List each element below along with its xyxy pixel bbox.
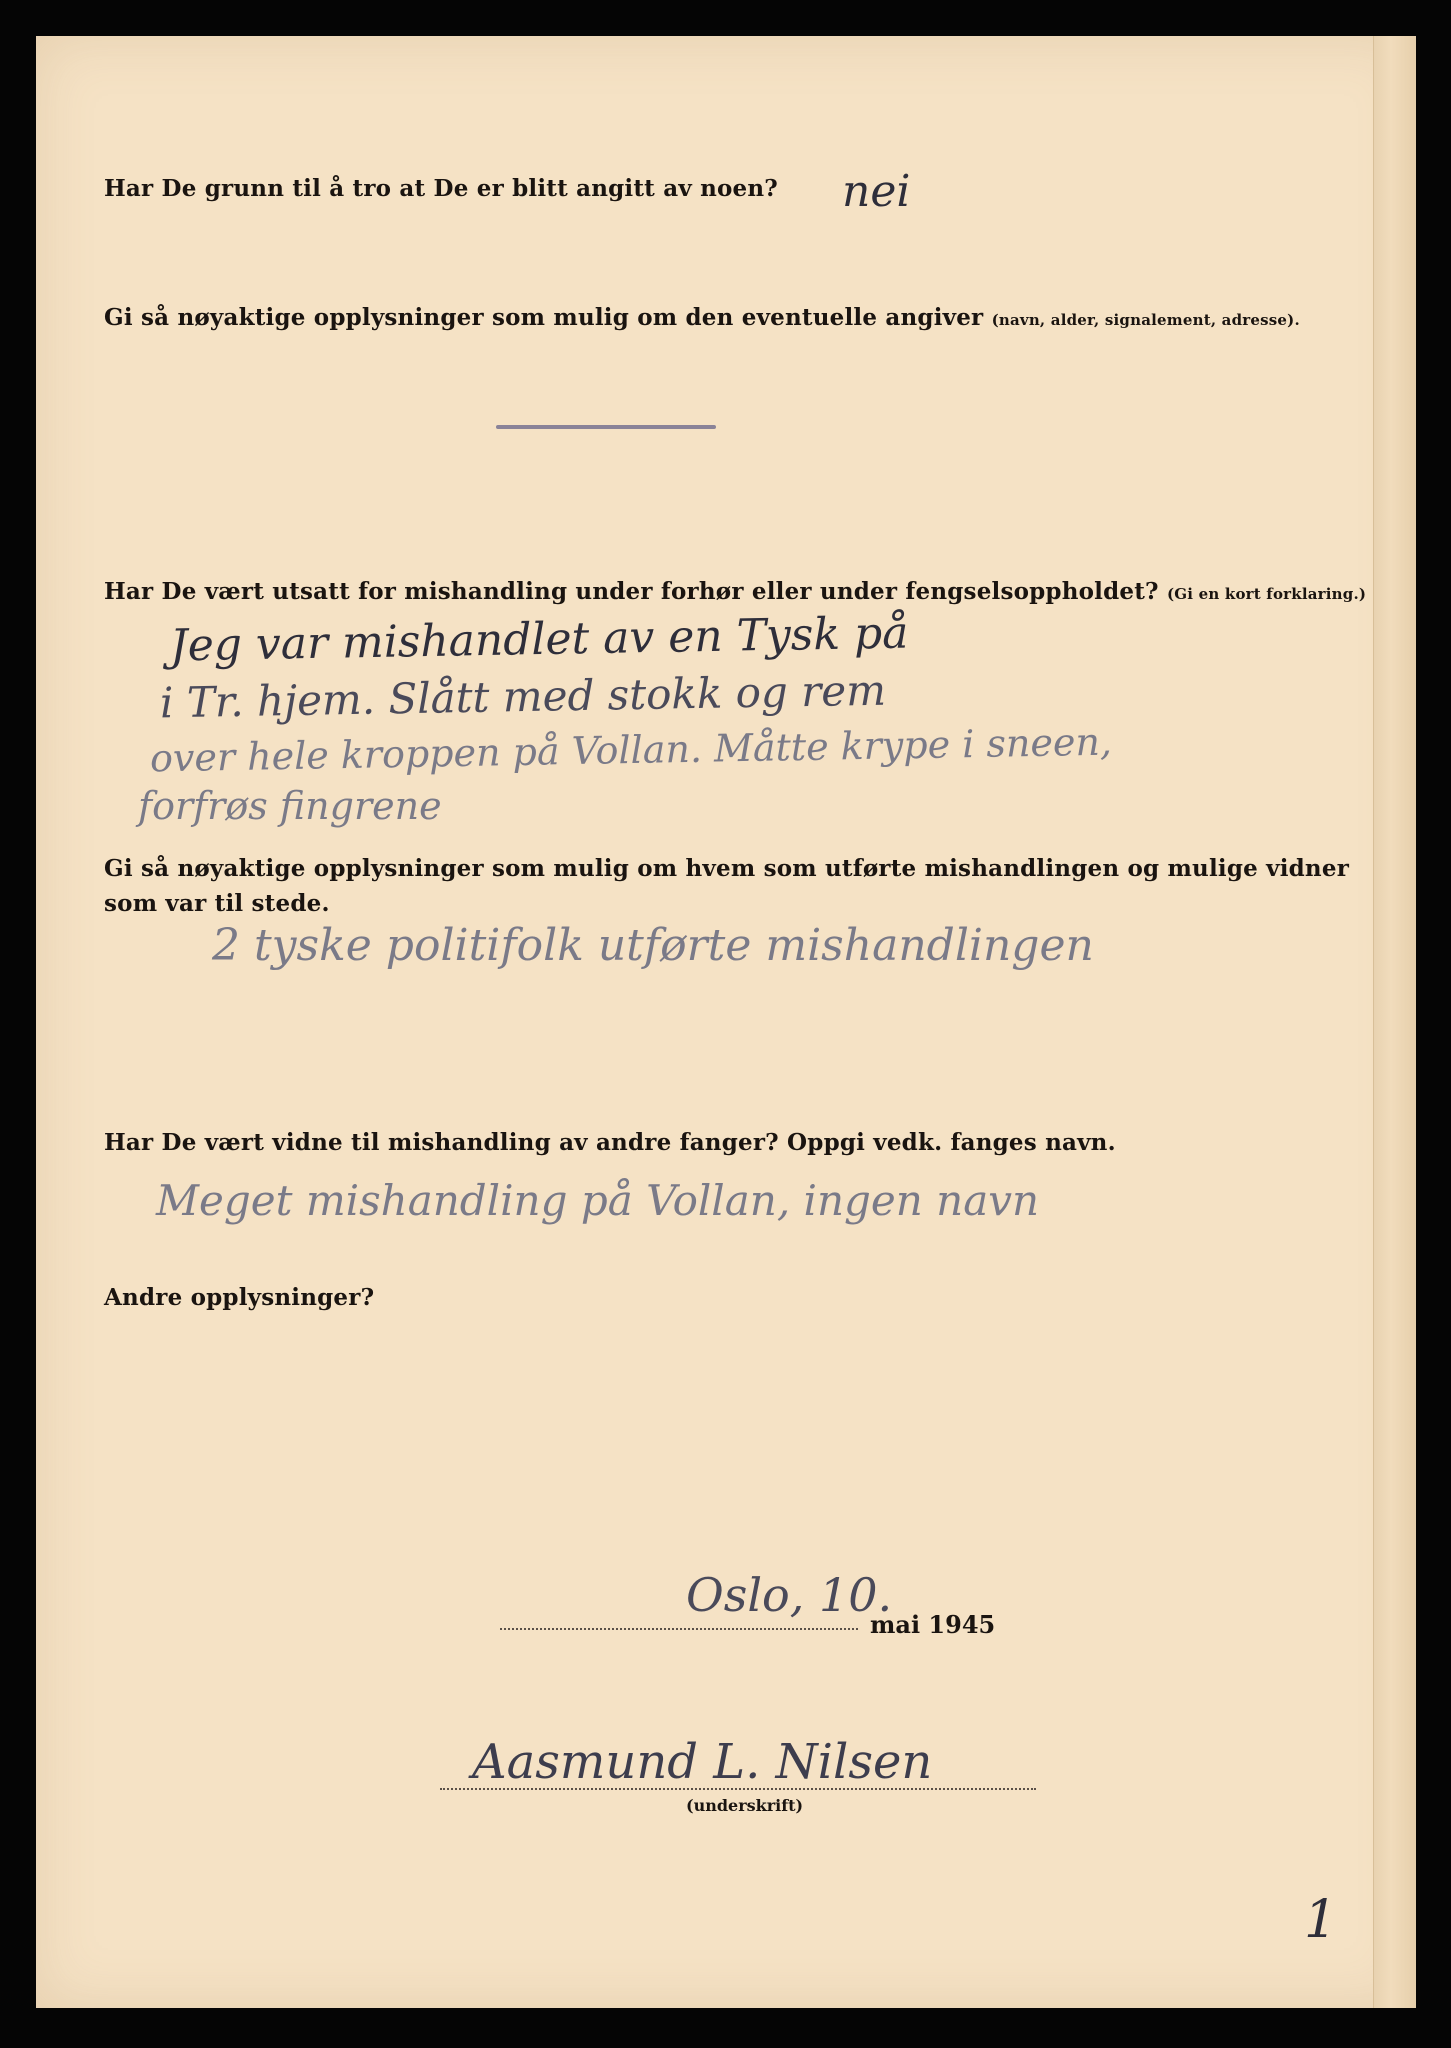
document-page bbox=[36, 36, 1416, 2008]
signature-line bbox=[440, 1788, 1036, 1790]
question-angiver bbox=[104, 304, 1300, 331]
question-utforte-line1: Gi så nøyaktige opplysninger som mulig om hvem som utførte mishandlingen og mulige vidner bbox=[104, 855, 1350, 882]
signature: Aasmund L. Nilsen bbox=[472, 1734, 933, 1790]
date-typed: mai 1945 bbox=[870, 1610, 996, 1639]
question-utforte-line2: som var til stede. bbox=[104, 890, 330, 917]
question-vidne: Har De vært vidne til mishandling av andre fanger? Oppgi vedk. fanges navn. bbox=[104, 1129, 1116, 1156]
question-mishandling bbox=[104, 578, 1366, 605]
question-angiver-text: Gi så nøyaktige opplysninger som mulig om den eventuelle angiver bbox=[104, 304, 984, 331]
place-date-handwritten: Oslo, 10. bbox=[686, 1568, 893, 1622]
question-angitt: Har De grunn til å tro at De er blitt angitt av noen? bbox=[104, 175, 778, 202]
answer-mishandling-line4: forfrøs fingrene bbox=[138, 784, 442, 828]
answer-utforte: 2 tyske politifolk utførte mishandlingen bbox=[212, 920, 1094, 971]
page-edge bbox=[1373, 36, 1416, 2008]
question-mishandling-note: (Gi en kort forklaring.) bbox=[1166, 585, 1367, 603]
signature-caption: (underskrift) bbox=[686, 1796, 804, 1815]
place-date-line bbox=[500, 1628, 858, 1630]
answer-mishandling-line2: i Tr. hjem. Slått med stokk og rem bbox=[159, 665, 887, 728]
page-number-mark: 1 bbox=[1304, 1890, 1338, 1950]
answer-angitt: nei bbox=[842, 166, 911, 217]
answer-mishandling-line3: over hele kroppen på Vollan. Måtte krype i sneen, bbox=[149, 719, 1113, 781]
answer-vidne: Meget mishandling på Vollan, ingen navn bbox=[156, 1176, 1040, 1225]
answer-mishandling-line1: Jeg var mishandlet av en Tysk på bbox=[169, 607, 909, 672]
question-angiver-note: (navn, alder, signalement, adresse). bbox=[991, 311, 1300, 329]
answer-angiver-dash bbox=[496, 425, 716, 429]
question-mishandling-text: Har De vært utsatt for mishandling under forhør eller under fengselsoppholdet? bbox=[104, 578, 1159, 605]
question-andre: Andre opplysninger? bbox=[104, 1284, 375, 1311]
